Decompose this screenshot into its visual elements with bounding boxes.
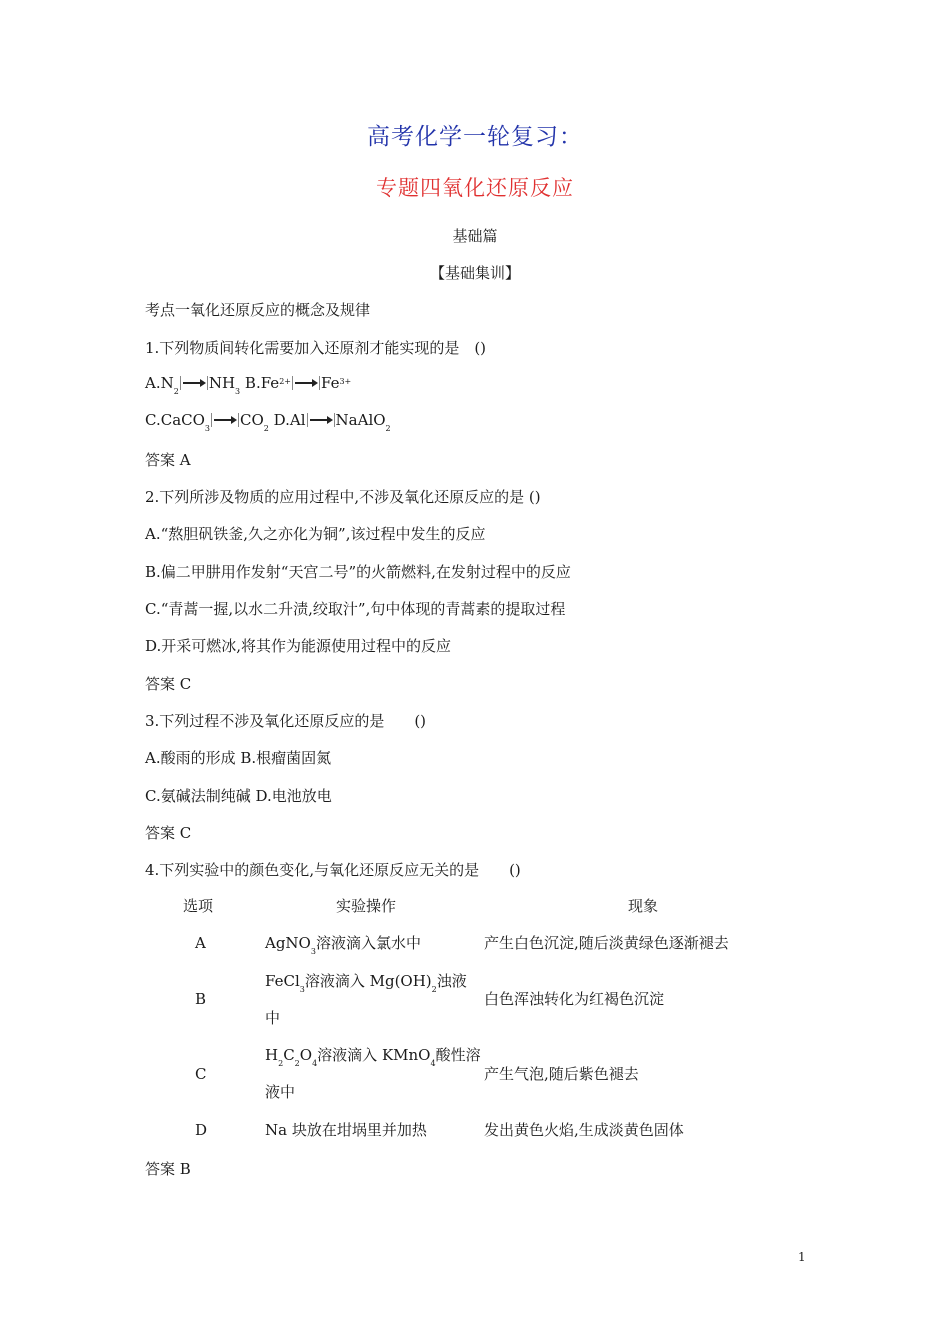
q2-stem: 2.下列所涉及物质的应用过程中,不涉及氧化还原反应的是 () <box>145 488 541 506</box>
table-header-phenomenon: 现象 <box>628 897 659 915</box>
q3-stem: 3.下列过程不涉及氧化还原反应的是 () <box>145 712 427 730</box>
table-row-b-option: B <box>195 990 207 1008</box>
q4-answer: 答案 B <box>145 1160 191 1178</box>
page-number: 1 <box>798 1250 806 1264</box>
reaction-arrow-icon <box>292 376 320 390</box>
topic-heading: 考点一氧化还原反应的概念及规律 <box>145 301 371 319</box>
q1-answer: 答案 A <box>145 451 191 469</box>
reaction-arrow-icon <box>211 413 239 427</box>
q2-option-c: C.“青蒿一握,以水二升渍,绞取汁”,句中体现的青蒿素的提取过程 <box>145 600 566 618</box>
table-row-a-operation: AgNO$_3$溶液滴入氯水中 <box>265 934 421 956</box>
subsection-heading: 【基础集训】 <box>429 264 520 282</box>
table-row-d-operation: Na 块放在坩埚里并加热 <box>265 1121 427 1139</box>
section-heading: 基础篇 <box>452 227 498 245</box>
q1-options-ab <box>145 374 352 396</box>
table-row-c-operation: $H_2C_2O_4$溶液滴入 KMnO$_4$酸性溶 <box>265 1046 481 1068</box>
reaction-arrow-icon <box>180 376 208 390</box>
q2-answer: 答案 C <box>145 675 192 693</box>
table-row-b-phenomenon: 白色浑浊转化为红褐色沉淀 <box>484 990 665 1008</box>
q1-option-c: C.CaCO$_3$ $CO_2$ <box>145 411 269 433</box>
reaction-arrow-icon <box>307 413 335 427</box>
q1-option-b: $B.Fe^{2+}$ $Fe^{3+}$ <box>244 374 352 392</box>
q1-option-d: D.Al NaAlO$_2$ <box>273 411 391 433</box>
q2-option-b: B.偏二甲肼用作发射“天宫二号”的火箭燃料,在发射过程中的反应 <box>145 563 571 581</box>
q2-option-a: A.“熬胆矾铁釜,久之亦化为铜”,该过程中发生的反应 <box>145 525 486 543</box>
q3-answer: 答案 C <box>145 824 192 842</box>
q4-stem: 4.下列实验中的颜色变化,与氧化还原反应无关的是 () <box>145 861 521 879</box>
table-row-d-option: D <box>195 1121 208 1139</box>
table-row-c-phenomenon: 产生气泡,随后紫色褪去 <box>484 1065 639 1083</box>
q3-options-ab: A.酸雨的形成 B.根瘤菌固氮 <box>145 749 332 767</box>
table-row-b-operation-line2: 中 <box>265 1009 281 1027</box>
q2-option-d: D.开采可燃冰,将其作为能源使用过程中的反应 <box>145 637 452 655</box>
q3-options-cd: C.氨碱法制纯碱 D.电池放电 <box>145 787 332 805</box>
table-row-b-operation: FeCl$_3$溶液滴入 $Mg(OH)_2$浊液 <box>265 972 467 994</box>
q1-option-a: $A.N_2$ $NH_3$ <box>145 374 241 396</box>
table-header-option: 选项 <box>183 897 214 915</box>
table-row-d-phenomenon: 发出黄色火焰,生成淡黄色固体 <box>484 1121 684 1139</box>
table-row-c-operation-line2: 液中 <box>265 1083 296 1101</box>
document-title: 高考化学一轮复习： <box>367 124 583 150</box>
table-row-a-phenomenon: 产生白色沉淀,随后淡黄绿色逐渐褪去 <box>484 934 729 952</box>
q1-stem: 1.下列物质间转化需要加入还原剂才能实现的是 () <box>145 339 487 357</box>
q1-options-cd <box>145 411 391 433</box>
table-row-c-option: C <box>195 1065 207 1083</box>
document-subtitle: 专题四氧化还原反应 <box>376 176 574 200</box>
table-header-operation: 实验操作 <box>336 897 397 915</box>
table-row-a-option: A <box>195 934 206 952</box>
